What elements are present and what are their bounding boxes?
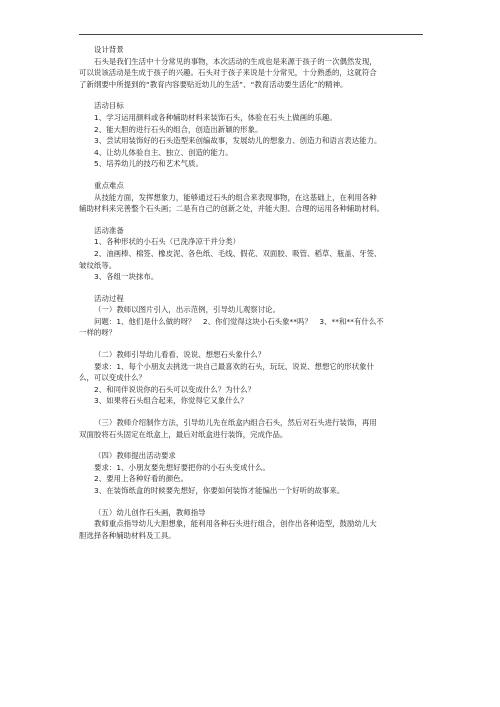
paragraph-line: 4、让幼儿体验自主、独立、创造的能力。 (94, 147, 233, 157)
section-title: 活动目标 (94, 101, 124, 111)
paragraph-line: （五）幼儿创作石头画，教师指导 (94, 507, 206, 517)
section-title: 活动过程 (94, 293, 124, 303)
paragraph-line: 石头是我们生活中十分常见的事物，本次活动的生成也是来源于孩子的一次偶然发现， (94, 56, 377, 66)
paragraph-line: 问题：1、他们是什么做的呀？ 2、你们觉得这块小石头象**吗？ 3、**和**有什么不 (94, 316, 384, 326)
paragraph-line: 2、和同伴说说你的石头可以变成什么？为什么？ (94, 384, 256, 394)
paragraph-line: 3、各组一块抹布。 (94, 272, 159, 282)
section-5 (79, 349, 423, 407)
paragraph-line: 1、各种形状的小石头（已洗净凉干并分类） (94, 237, 241, 247)
section-1 (79, 100, 423, 170)
document-body (79, 44, 423, 551)
section-0 (79, 44, 423, 90)
section-8 (79, 507, 423, 542)
paragraph-line: 2、能大胆的进行石头的组合，创造出新颖的形象。 (94, 124, 263, 134)
paragraph-line: 教师重点指导幼儿大胆想象，能利用各种石头进行组合，创作出各种造型，鼓励幼儿大 (94, 519, 377, 529)
section-title: 设计背景 (94, 45, 124, 54)
section-2 (79, 180, 423, 215)
paragraph-line: 一样的呀？ (79, 328, 117, 338)
section-3 (79, 225, 423, 283)
paragraph-line: 要求：1、每个小朋友去挑选一块自己最喜欢的石头，玩玩、说说、想想它的形状象什 (94, 361, 375, 371)
paragraph-line: （二）教师引导幼儿看看、说说、想想石头象什么？ (94, 350, 266, 360)
paragraph-line: 么，可以变成什么？ (79, 373, 146, 383)
paragraph-line: 5、培养幼儿的技巧和艺术气质。 (94, 159, 203, 169)
paragraph-line: 3、如果将石头组合起来，你觉得它又象什么？ (94, 396, 248, 406)
section-4 (79, 293, 423, 339)
paragraph-line: 从技能方面，发挥想象力，能够通过石头的组合来表现事物，在这基础上，在利用各种 (94, 192, 377, 202)
paragraph-line: 可以说该活动是生成于孩子的兴趣。石头对于孩子来说是十分常见，十分熟悉的，这就符合 (79, 68, 377, 78)
paragraph-line: （四）教师提出活动要求 (94, 451, 176, 461)
paragraph-line: 了新纲要中所提到的“教育内容要贴近幼儿的生活”、“教育活动要生活化”的精神。 (79, 79, 348, 89)
paragraph-line: （三）教师介绍制作方法，引导幼儿先在纸盒内组合石头，然后对石头进行装饰，再用 (94, 418, 377, 428)
paragraph-line: 辅助材料来完善整个石头画；二是有自己的创新之处，并能大胆、合理的运用各种辅助材料。 (79, 204, 385, 214)
paragraph-line: 1、学习运用颜料或各种辅助材料来装饰石头，体验在石头上做画的乐趣。 (94, 112, 337, 122)
paragraph-line: 胆选择各种辅助材料及工具。 (79, 530, 176, 540)
paragraph-line: （一）教师以图片引入，出示范例，引导幼儿观察讨论。 (94, 305, 281, 315)
paragraph-line: 皱纹纸等。 (79, 260, 117, 270)
section-6 (79, 417, 423, 440)
header-rule (79, 34, 423, 35)
section-title: 重点难点 (94, 180, 124, 190)
section-title: 活动准备 (94, 225, 124, 235)
paragraph-line: 2、要用上各种好看的颜色。 (94, 474, 189, 484)
paragraph-line: 3、尝试用装饰好的石头造型来创编故事，发展幼儿的想象力、创造力和语言表达能力。 (94, 136, 382, 146)
section-7 (79, 450, 423, 496)
paragraph-line: 要求：1、小朋友要先想好要把你的小石头变成什么。 (94, 462, 270, 472)
paragraph-line: 2、油画棒、棉签、橡皮泥、各色纸、毛线、假花、双面胶、吸管、稻草、瓶盖、牙签、 (94, 248, 382, 258)
paragraph-line: 3、在装饰纸盒的时候要先想好，你要如何装饰才能编出一个好听的故事来。 (94, 486, 345, 495)
paragraph-line: 双面胶将石头固定在纸盒上，最后对纸盒进行装饰，完成作品。 (79, 429, 288, 439)
